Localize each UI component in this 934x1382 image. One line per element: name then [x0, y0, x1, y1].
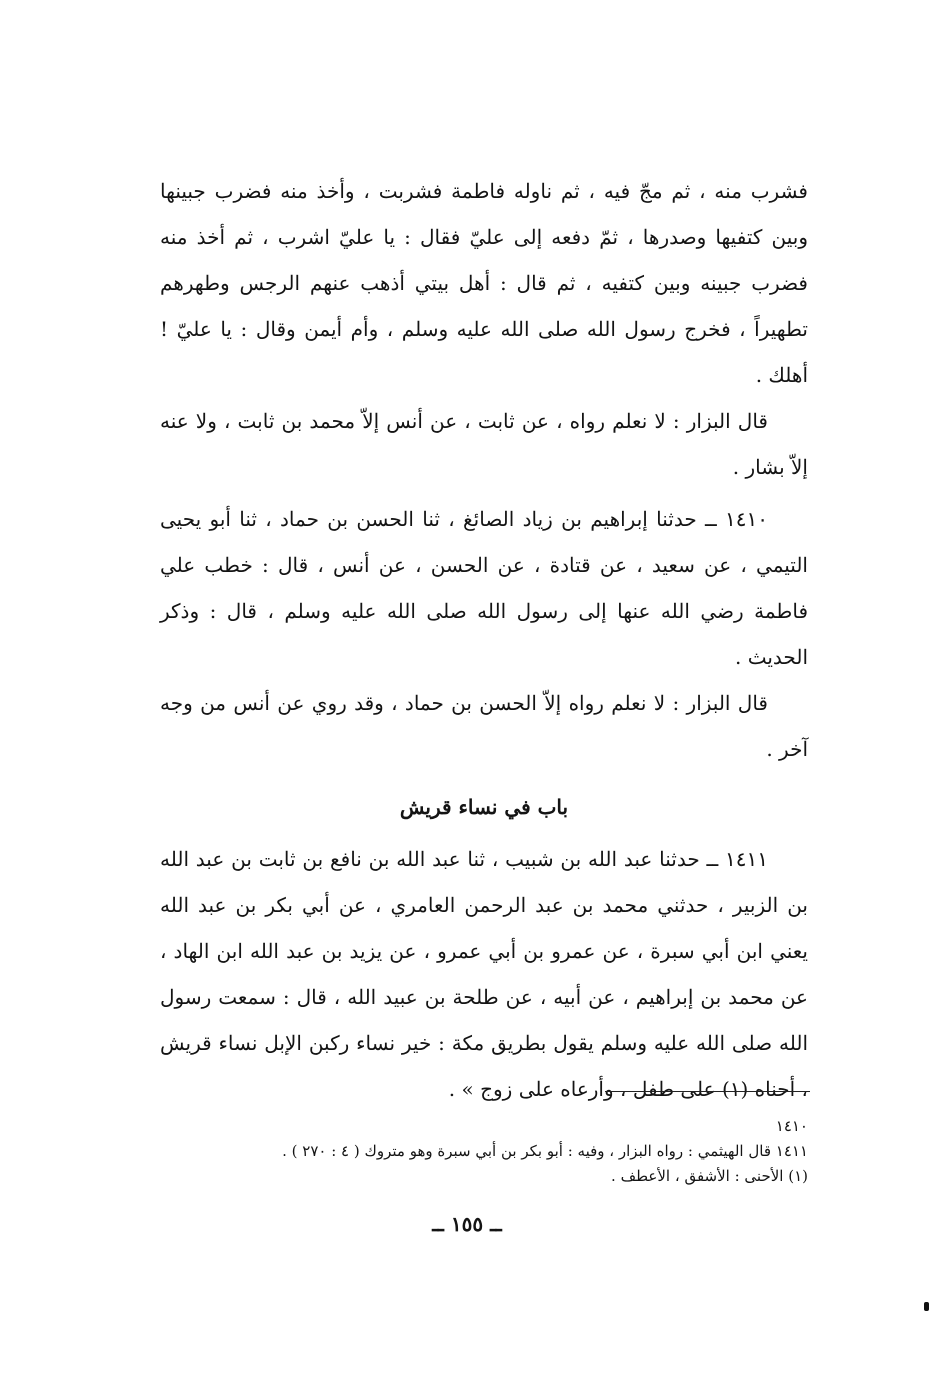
paragraph-hadith-1410: ١٤١٠ ــ حدثنا إبراهيم بن زياد الصائغ ، ثنا الحسن بن حماد ، ثنا أبو يحيى التيمي ، عن سعيد ، عن قتادة ، عن الحسن ، عن أنس ، قال : خطب علي فاطمة رضي الله عنها إلى رسول الله صلى الله عليه وسلم ، قال : وذكر الحديث . — [160, 507, 808, 669]
section-heading: باب في نساء قريش — [399, 795, 569, 819]
paragraph-hadith-1411: ١٤١١ ــ حدثنا عبد الله بن شبيب ، ثنا عبد الله بن نافع بن ثابت بن عبد الله بن الزبير ، حدثني محمد بن عبد الرحمن العامري ، عن أبي بكر بن عبد الله يعني ابن أبي سبرة ، عن عمرو بن أبي عمرو ، عن يزيد بن عبد الله ابن الهاد ، عن محمد بن إبراهيم ، عن أبيه ، عن طلحة بن عبيد الله ، قال : سمعت رسول الله صلى الله عليه وسلم يقول بطريق مكة : خير نساء ركبن الإبل نساء قريش ، أحناه (١) على طفل ، وأرعاه على زوج » . — [160, 847, 808, 1101]
footnotes — [160, 1114, 808, 1189]
scan-mark — [924, 1302, 929, 1311]
footnote-1411: ١٤١١ قال الهيثمي : رواه البزار ، وفيه : أبو بكر بن أبي سبرة وهو متروك ( ٤ : ٢٧٠ ) . — [282, 1142, 808, 1160]
paragraph-bazzar-note-1: قال البزار : لا نعلم رواه ، عن ثابت ، عن أنس إلاّ محمد بن ثابت ، ولا عنه إلاّ بشار . — [160, 409, 808, 479]
main-text — [160, 168, 808, 1112]
footnote-1410: ١٤١٠ — [775, 1117, 808, 1135]
paragraph-continuation: فشرب منه ، ثم مجّ فيه ، ثم ناوله فاطمة فشربت ، وأخذ منه فضرب جبينها وبين كتفيها وصدرها ، ثمّ دفعه إلى عليّ فقال : يا عليّ اشرب ، ثم أخذ منه فضرب جبينه وبين كتفيه ، ثم قال : أهل بيتي أذهب عنهم الرجس وطهرهم تطهيراً ، فخرج رسول الله صلى الله عليه وسلم ، وأم أيمن وقال : يا عليّ ! أهلك . — [160, 179, 808, 387]
footnote-glossary: (١) الأحنى : الأشفق ، الأعطف . — [611, 1167, 808, 1185]
footnote-divider — [605, 1091, 810, 1092]
paragraph-bazzar-note-2: قال البزار : لا نعلم رواه إلاّ الحسن بن حماد ، وقد روي عن أنس من وجه آخر . — [160, 691, 808, 761]
page-number: ــ ١٥٥ ــ — [432, 1212, 502, 1236]
